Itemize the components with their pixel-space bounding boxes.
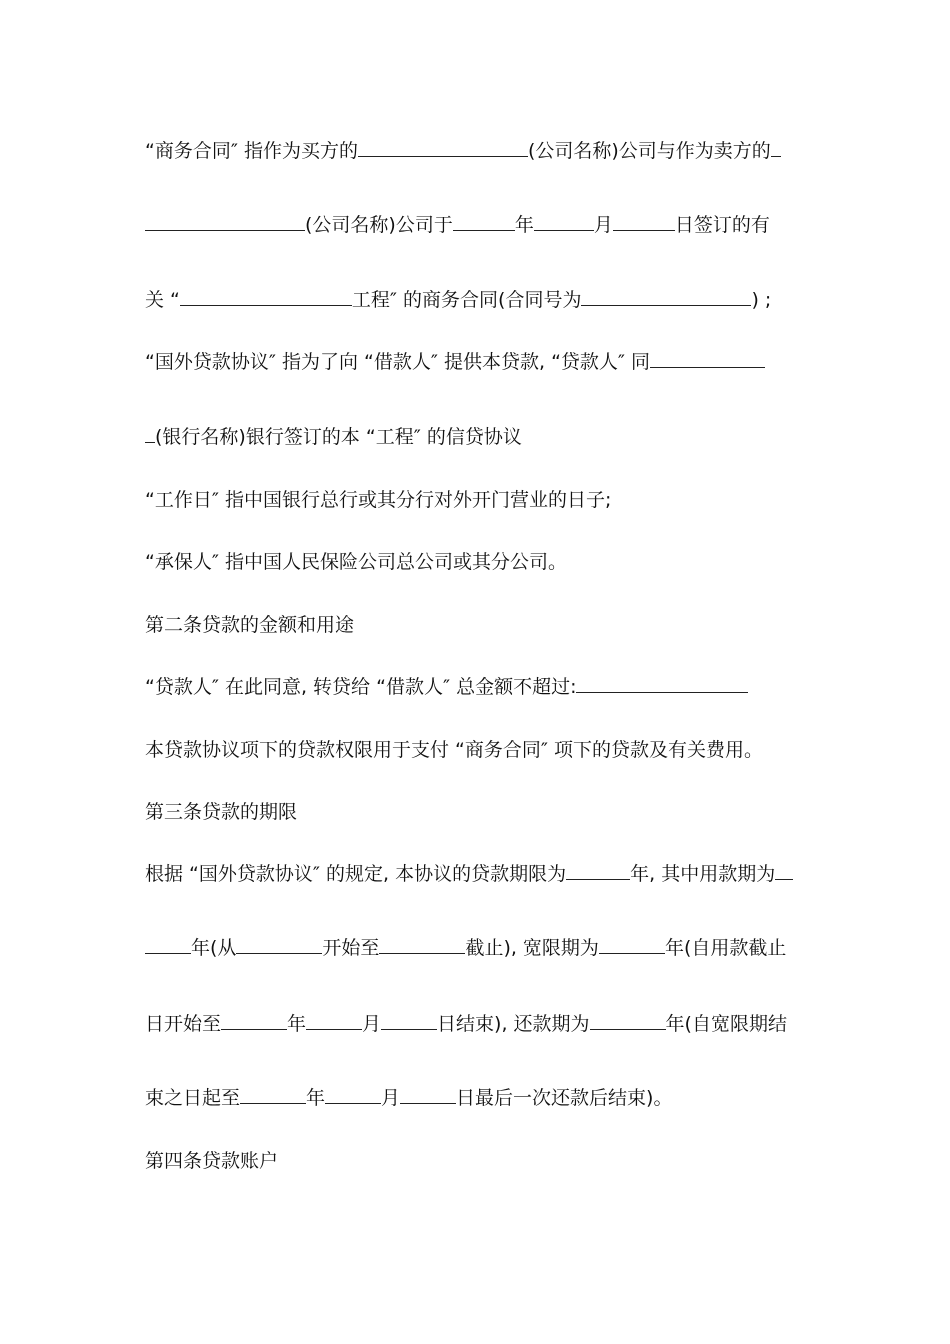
text-segment: 根据 “国外贷款协议″ 的规定, 本协议的贷款期限为 [145, 863, 567, 885]
fill-in-blank [236, 935, 322, 954]
text-segment: 月 [381, 1087, 401, 1109]
text-segment: 日最后一次还款后结束)。 [456, 1087, 673, 1109]
text-segment: 本贷款协议项下的贷款权限用于支付 “商务合同″ 项下的贷款及有关费用。 [145, 739, 764, 761]
article-2-heading [145, 612, 825, 638]
text-segment: 年(从 [191, 937, 237, 959]
fill-in-blank [379, 935, 465, 954]
article-3-term-4 [145, 1085, 825, 1111]
fill-in-blank [400, 1085, 456, 1104]
fill-in-blank [576, 674, 748, 693]
def-foreign-loan-1 [145, 349, 825, 375]
fill-in-blank [221, 1011, 287, 1030]
text-segment: 第四条贷款账户 [145, 1150, 279, 1172]
text-segment: 月 [593, 214, 613, 236]
text-segment: 年 [287, 1013, 307, 1035]
text-segment: 年 [514, 214, 534, 236]
text-segment: (公司名称)公司于 [305, 214, 453, 236]
fill-in-blank [180, 287, 352, 306]
text-segment: 年(自用款截止 [664, 937, 787, 959]
text-segment: 束之日起至 [145, 1087, 241, 1109]
text-segment: 开始至 [322, 937, 380, 959]
text-segment: 年 [306, 1087, 326, 1109]
fill-in-blank [566, 861, 630, 880]
def-workday [145, 487, 825, 513]
text-segment: ) ; [751, 289, 772, 311]
text-segment: 日结束), 还款期为 [437, 1013, 590, 1035]
fill-in-blank [590, 1011, 666, 1030]
article-4-heading [145, 1148, 825, 1174]
fill-in-blank [453, 212, 515, 231]
article-2-amount [145, 674, 825, 700]
fill-in-blank [145, 424, 155, 443]
def-commercial-3 [145, 287, 825, 313]
text-segment: 第二条贷款的金额和用途 [145, 614, 355, 636]
text-segment: 第三条贷款的期限 [145, 801, 298, 823]
text-segment: 日开始至 [145, 1013, 222, 1035]
article-3-term-3 [145, 1011, 825, 1037]
text-segment: 月 [362, 1013, 382, 1035]
text-segment: 日签订的有 [674, 214, 770, 236]
fill-in-blank [534, 212, 594, 231]
text-segment: “商务合同″ 指作为买方的 [145, 140, 358, 162]
text-segment: 年, 其中用款期为 [630, 863, 776, 885]
article-2-usage [145, 737, 825, 763]
article-3-term-2 [145, 935, 825, 961]
fill-in-blank [599, 935, 665, 954]
text-segment: (公司名称)公司与作为卖方的 [527, 140, 771, 162]
fill-in-blank [145, 935, 191, 954]
fill-in-blank [306, 1011, 362, 1030]
text-segment: 工程″ 的商务合同(合同号为 [351, 289, 582, 311]
def-foreign-loan-2 [145, 424, 825, 450]
text-segment: “贷款人″ 在此同意, 转贷给 “借款人″ 总金额不超过: [145, 676, 577, 698]
text-segment: “承保人″ 指中国人民保险公司总公司或其分公司。 [145, 551, 567, 573]
def-commercial-2 [145, 212, 825, 238]
fill-in-blank [358, 138, 528, 157]
fill-in-blank [650, 349, 765, 368]
text-segment: “工作日″ 指中国银行总行或其分行对外开门营业的日子; [145, 489, 612, 511]
text-segment: 关 “ [145, 289, 180, 311]
text-segment: 截止), 宽限期为 [465, 937, 599, 959]
fill-in-blank [240, 1085, 306, 1104]
article-3-term-1 [145, 861, 825, 887]
def-commercial-1 [145, 138, 825, 164]
fill-in-blank [613, 212, 675, 231]
fill-in-blank [381, 1011, 437, 1030]
article-3-heading [145, 799, 825, 825]
fill-in-blank [581, 287, 751, 306]
fill-in-blank [145, 212, 305, 231]
text-segment: 年(自宽限期结 [665, 1013, 787, 1035]
fill-in-blank [775, 861, 793, 880]
text-segment: (银行名称)银行签订的本 “工程″ 的信贷协议 [155, 426, 522, 448]
def-insurer [145, 549, 825, 575]
fill-in-blank [325, 1085, 381, 1104]
text-segment: “国外贷款协议″ 指为了向 “借款人″ 提供本贷款, “贷款人″ 同 [145, 351, 651, 373]
fill-in-blank [771, 138, 781, 157]
